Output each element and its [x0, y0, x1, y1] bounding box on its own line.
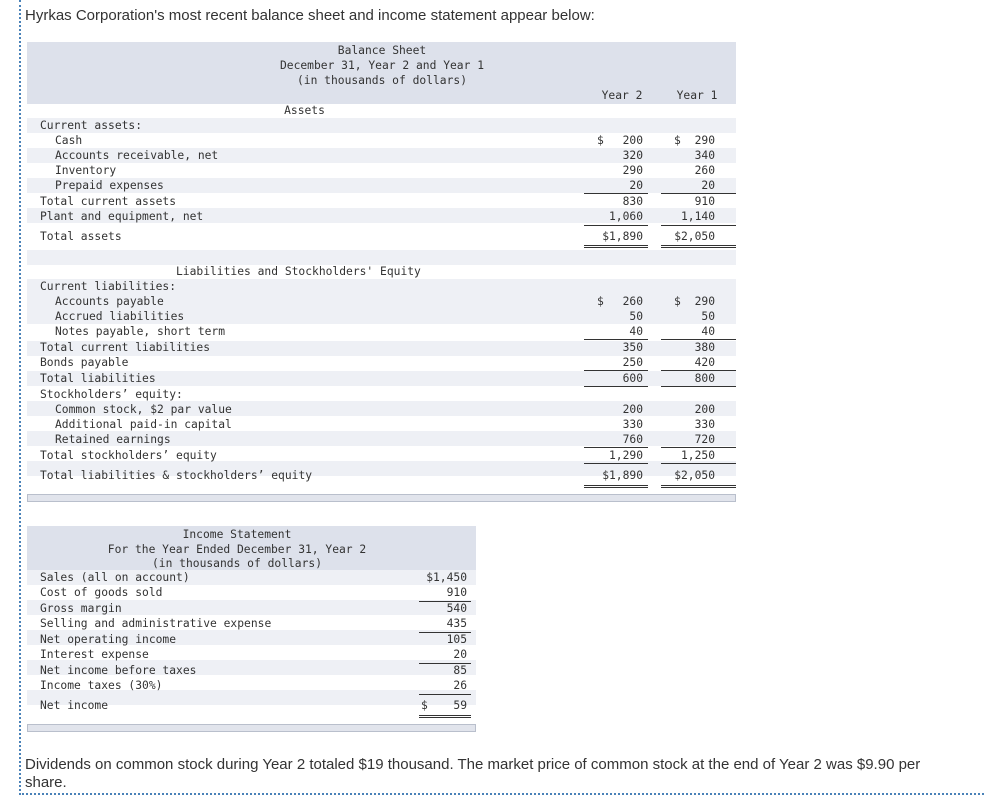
retained-earnings-year-2: 760 [622, 433, 643, 446]
notes-payable-year-2: 40 [629, 325, 643, 338]
income-taxes-value: 26 [453, 679, 467, 692]
total-stockholders-equity-label: Total stockholders’ equity [40, 449, 217, 462]
stockholders-equity-label: Stockholders’ equity: [40, 388, 183, 401]
gross-margin-value: 540 [446, 602, 467, 615]
cash-label: Cash [55, 134, 83, 147]
balance-sheet-footer-bar [27, 494, 736, 502]
inventory-year-1: 260 [694, 164, 715, 177]
total-current-liabilities-label: Total current liabilities [40, 341, 211, 354]
balance-sheet-date: December 31, Year 2 and Year 1 [279, 59, 485, 72]
interest-expense-value: 20 [453, 648, 467, 661]
intro-text: Hyrkas Corporation's most recent balance sheet and income statement appear below: [25, 7, 595, 24]
current-liabilities-label: Current liabilities: [40, 280, 177, 293]
cost-of-goods-sold-label: Cost of goods sold [40, 586, 163, 599]
net-income-label: Net income [40, 699, 109, 712]
common-stock-label: Common stock, $2 par value [55, 403, 232, 416]
balance-sheet-title: Balance Sheet [337, 44, 427, 57]
bonds-payable-label: Bonds payable [40, 356, 129, 369]
income-taxes-label: Income taxes (30%) [40, 679, 163, 692]
income-statement-title: Income Statement [182, 528, 292, 541]
plant-equipment-year-2: 1,060 [608, 210, 643, 223]
column-header-year-1: Year 1 [676, 89, 718, 102]
cash-year-1: 290 [694, 134, 715, 147]
dividends-note: Dividends on common stock during Year 2 totaled $19 thousand. The market price of common stock at the end of Year 2 was $9.90 per share. [25, 756, 921, 791]
accounts-payable-year-2: 260 [622, 295, 643, 308]
net-income-value: 59 [453, 699, 467, 712]
accrued-liabilities-year-1: 50 [701, 310, 715, 323]
content-frame-left-border [19, 0, 21, 795]
net-operating-income-value: 105 [446, 633, 467, 646]
liabilities-equity-heading: Liabilities and Stockholders' Equity [176, 265, 421, 278]
accounts-payable-dollar-year-1: $ [674, 295, 681, 308]
accounts-payable-dollar-year-2: $ [597, 295, 604, 308]
selling-admin-expense-label: Selling and administrative expense [40, 617, 272, 630]
total-liabilities-label: Total liabilities [40, 372, 156, 385]
additional-paid-in-capital-year-2: 330 [622, 418, 643, 431]
accrued-liabilities-year-2: 50 [629, 310, 643, 323]
common-stock-year-1: 200 [694, 403, 715, 416]
total-current-assets-year-1: 910 [694, 195, 715, 208]
total-liabilities-year-1: 800 [694, 372, 715, 385]
gross-margin-label: Gross margin [40, 602, 122, 615]
assets-heading: Assets [284, 104, 325, 117]
total-stockholders-equity-year-2: 1,290 [608, 449, 643, 462]
total-assets-year-2: $1,890 [602, 230, 643, 243]
current-assets-label: Current assets: [40, 119, 143, 132]
plant-equipment-year-1: 1,140 [680, 210, 715, 223]
bonds-payable-year-2: 250 [622, 356, 643, 369]
accounts-payable-label: Accounts payable [55, 295, 164, 308]
total-liabilities-year-2: 600 [622, 372, 643, 385]
net-operating-income-label: Net operating income [40, 633, 177, 646]
accounts-payable-year-1: 290 [694, 295, 715, 308]
retained-earnings-label: Retained earnings [55, 433, 171, 446]
retained-earnings-year-1: 720 [694, 433, 715, 446]
balance-sheet-table [27, 42, 736, 502]
total-current-assets-label: Total current assets [40, 195, 177, 208]
balance-sheet-units: (in thousands of dollars) [296, 74, 468, 87]
accrued-liabilities-label: Accrued liabilities [55, 310, 185, 323]
income-statement-table [27, 526, 476, 732]
income-statement-footer-bar [27, 724, 476, 732]
column-header-year-2: Year 2 [601, 89, 643, 102]
cash-dollar-year-2: $ [597, 134, 604, 147]
total-current-assets-year-2: 830 [622, 195, 643, 208]
inventory-year-2: 290 [622, 164, 643, 177]
income-statement-period: For the Year Ended December 31, Year 2 [107, 543, 367, 556]
accounts-receivable-year-2: 320 [622, 149, 643, 162]
income-statement-units: (in thousands of dollars) [151, 557, 323, 570]
total-current-liabilities-year-1: 380 [694, 341, 715, 354]
additional-paid-in-capital-label: Additional paid-in capital [55, 418, 232, 431]
prepaid-expenses-year-2: 20 [629, 179, 643, 192]
total-liabilities-equity-label: Total liabilities & stockholders’ equity [40, 469, 313, 482]
prepaid-expenses-label: Prepaid expenses [55, 179, 164, 192]
sales-value: $1,450 [426, 571, 467, 584]
interest-expense-label: Interest expense [40, 648, 149, 661]
common-stock-year-2: 200 [622, 403, 643, 416]
cost-of-goods-sold-value: 910 [446, 586, 467, 599]
prepaid-expenses-year-1: 20 [701, 179, 715, 192]
plant-equipment-label: Plant and equipment, net [40, 210, 204, 223]
net-income-dollar: $ [421, 699, 428, 712]
bonds-payable-year-1: 420 [694, 356, 715, 369]
total-current-liabilities-year-2: 350 [622, 341, 643, 354]
total-liabilities-equity-year-2: $1,890 [602, 469, 643, 482]
cash-dollar-year-1: $ [674, 134, 681, 147]
total-assets-year-1: $2,050 [674, 230, 715, 243]
cash-year-2: 200 [622, 134, 643, 147]
notes-payable-label: Notes payable, short term [55, 325, 226, 338]
sales-label: Sales (all on account) [40, 571, 190, 584]
accounts-receivable-label: Accounts receivable, net [55, 149, 219, 162]
total-assets-label: Total assets [40, 230, 122, 243]
selling-admin-expense-value: 435 [446, 617, 467, 630]
total-stockholders-equity-year-1: 1,250 [680, 449, 715, 462]
additional-paid-in-capital-year-1: 330 [694, 418, 715, 431]
net-income-before-taxes-label: Net income before taxes [40, 664, 197, 677]
total-liabilities-equity-year-1: $2,050 [674, 469, 715, 482]
accounts-receivable-year-1: 340 [694, 149, 715, 162]
notes-payable-year-1: 40 [701, 325, 715, 338]
inventory-label: Inventory [55, 164, 117, 177]
net-income-before-taxes-value: 85 [453, 664, 467, 677]
